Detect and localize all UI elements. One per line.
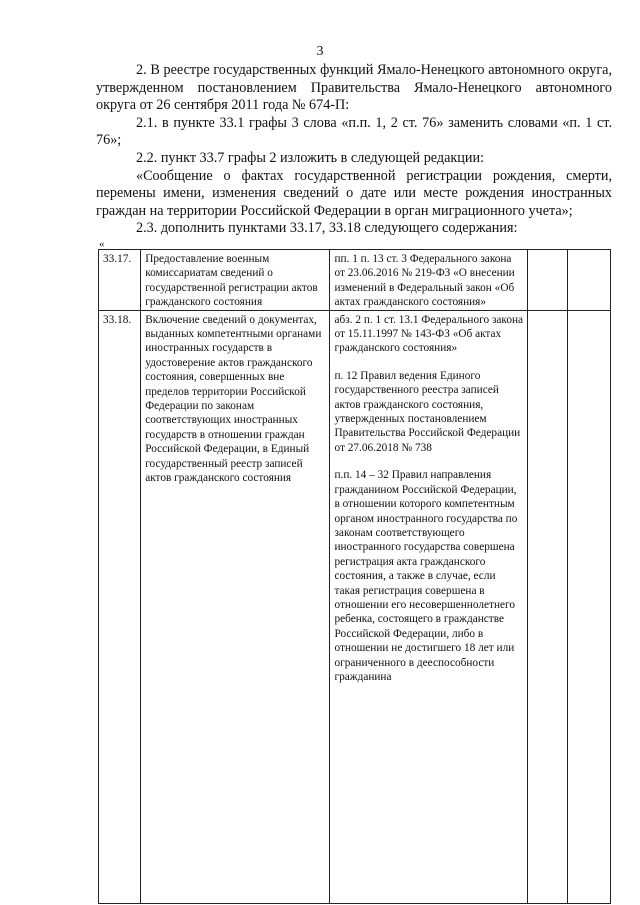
empty-cell bbox=[567, 250, 610, 311]
paragraph-2-3: 2.3. дополнить пунктами 33.17, 33.18 следующего содержания: bbox=[136, 220, 518, 237]
paragraph-2: 2. В реестре государственных функций Ямало-Ненецкого автономного округа, утвержденном постановлением Правительства Ямало-Ненецкого автономного округа от 26 сентября 2011 года № 674-П: bbox=[96, 62, 612, 114]
paragraph-quote: «Сообщение о фактах государственной регистрации рождения, смерти, перемены имени, изменения сведений о дате или месте рождения иностранных граждан на территории Российской Федерации в орган миграционного учета»; bbox=[96, 167, 612, 219]
function-name: Включение сведений о документах, выданных компетентными органами иностранных государств в удостоверение актов гражданского состояния, совершенных вне пределов территории Российской Федерации по законам соответствующих иностранных государств в отношении граждан Российской Федерации, в Единый государственный реестр записей актов гражданского состояния bbox=[141, 310, 330, 903]
legal-basis-item: абз. 2 п. 1 ст. 13.1 Федерального закона от 15.11.1997 № 143-ФЗ «Об актах гражданского состояния» bbox=[334, 313, 524, 355]
legal-basis bbox=[330, 310, 527, 903]
table-open-quote: « bbox=[99, 238, 105, 250]
paragraph-2-1: 2.1. в пункте 33.1 графы 3 слова «п.п. 1, 2 ст. 76» заменить словами «п. 1 ст. 76»; bbox=[96, 114, 612, 149]
table-row bbox=[99, 250, 611, 311]
paragraph-2-2: 2.2. пункт 33.7 графы 2 изложить в следующей редакции: bbox=[136, 149, 485, 166]
functions-table bbox=[98, 249, 611, 904]
empty-cell bbox=[567, 310, 610, 903]
empty-cell bbox=[527, 310, 567, 903]
legal-basis bbox=[330, 250, 527, 311]
row-number: 33.18. bbox=[99, 310, 141, 903]
row-number: 33.17. bbox=[99, 250, 141, 311]
function-name: Предоставление военным комиссариатам сведений о государственной регистрации актов гражданского состояния bbox=[141, 250, 330, 311]
empty-cell bbox=[527, 250, 567, 311]
page-number: 3 bbox=[316, 44, 324, 59]
legal-basis-item: п. 12 Правил ведения Единого государственного реестра записей актов гражданского состояния, утвержденных постановлением Правительства Российской Федерации от 27.06.2018 № 738 bbox=[334, 369, 521, 454]
legal-basis-item: п.п. 14 – 32 Правил направления гражданином Российской Федерации, в отношении которого компетентным органом иностранного государства по законам соответствующего иностранного государства совершена регистрация акта гражданского состояния, а также в случае, если такая регистрация совершена в отношении его несовершеннолетнего ребенка, состоящего в гражданстве Российской Федерации, либо в отношении не достигшего 18 лет или ограниченного в дееспособности гражданина bbox=[334, 469, 518, 683]
document-body bbox=[96, 62, 612, 238]
legal-basis-item: пп. 1 п. 13 ст. 3 Федерального закона от 23.06.2016 № 219-ФЗ «О внесении изменений в Федеральный закон «Об актах гражданского состояния» bbox=[334, 253, 515, 309]
table-row bbox=[99, 310, 611, 903]
